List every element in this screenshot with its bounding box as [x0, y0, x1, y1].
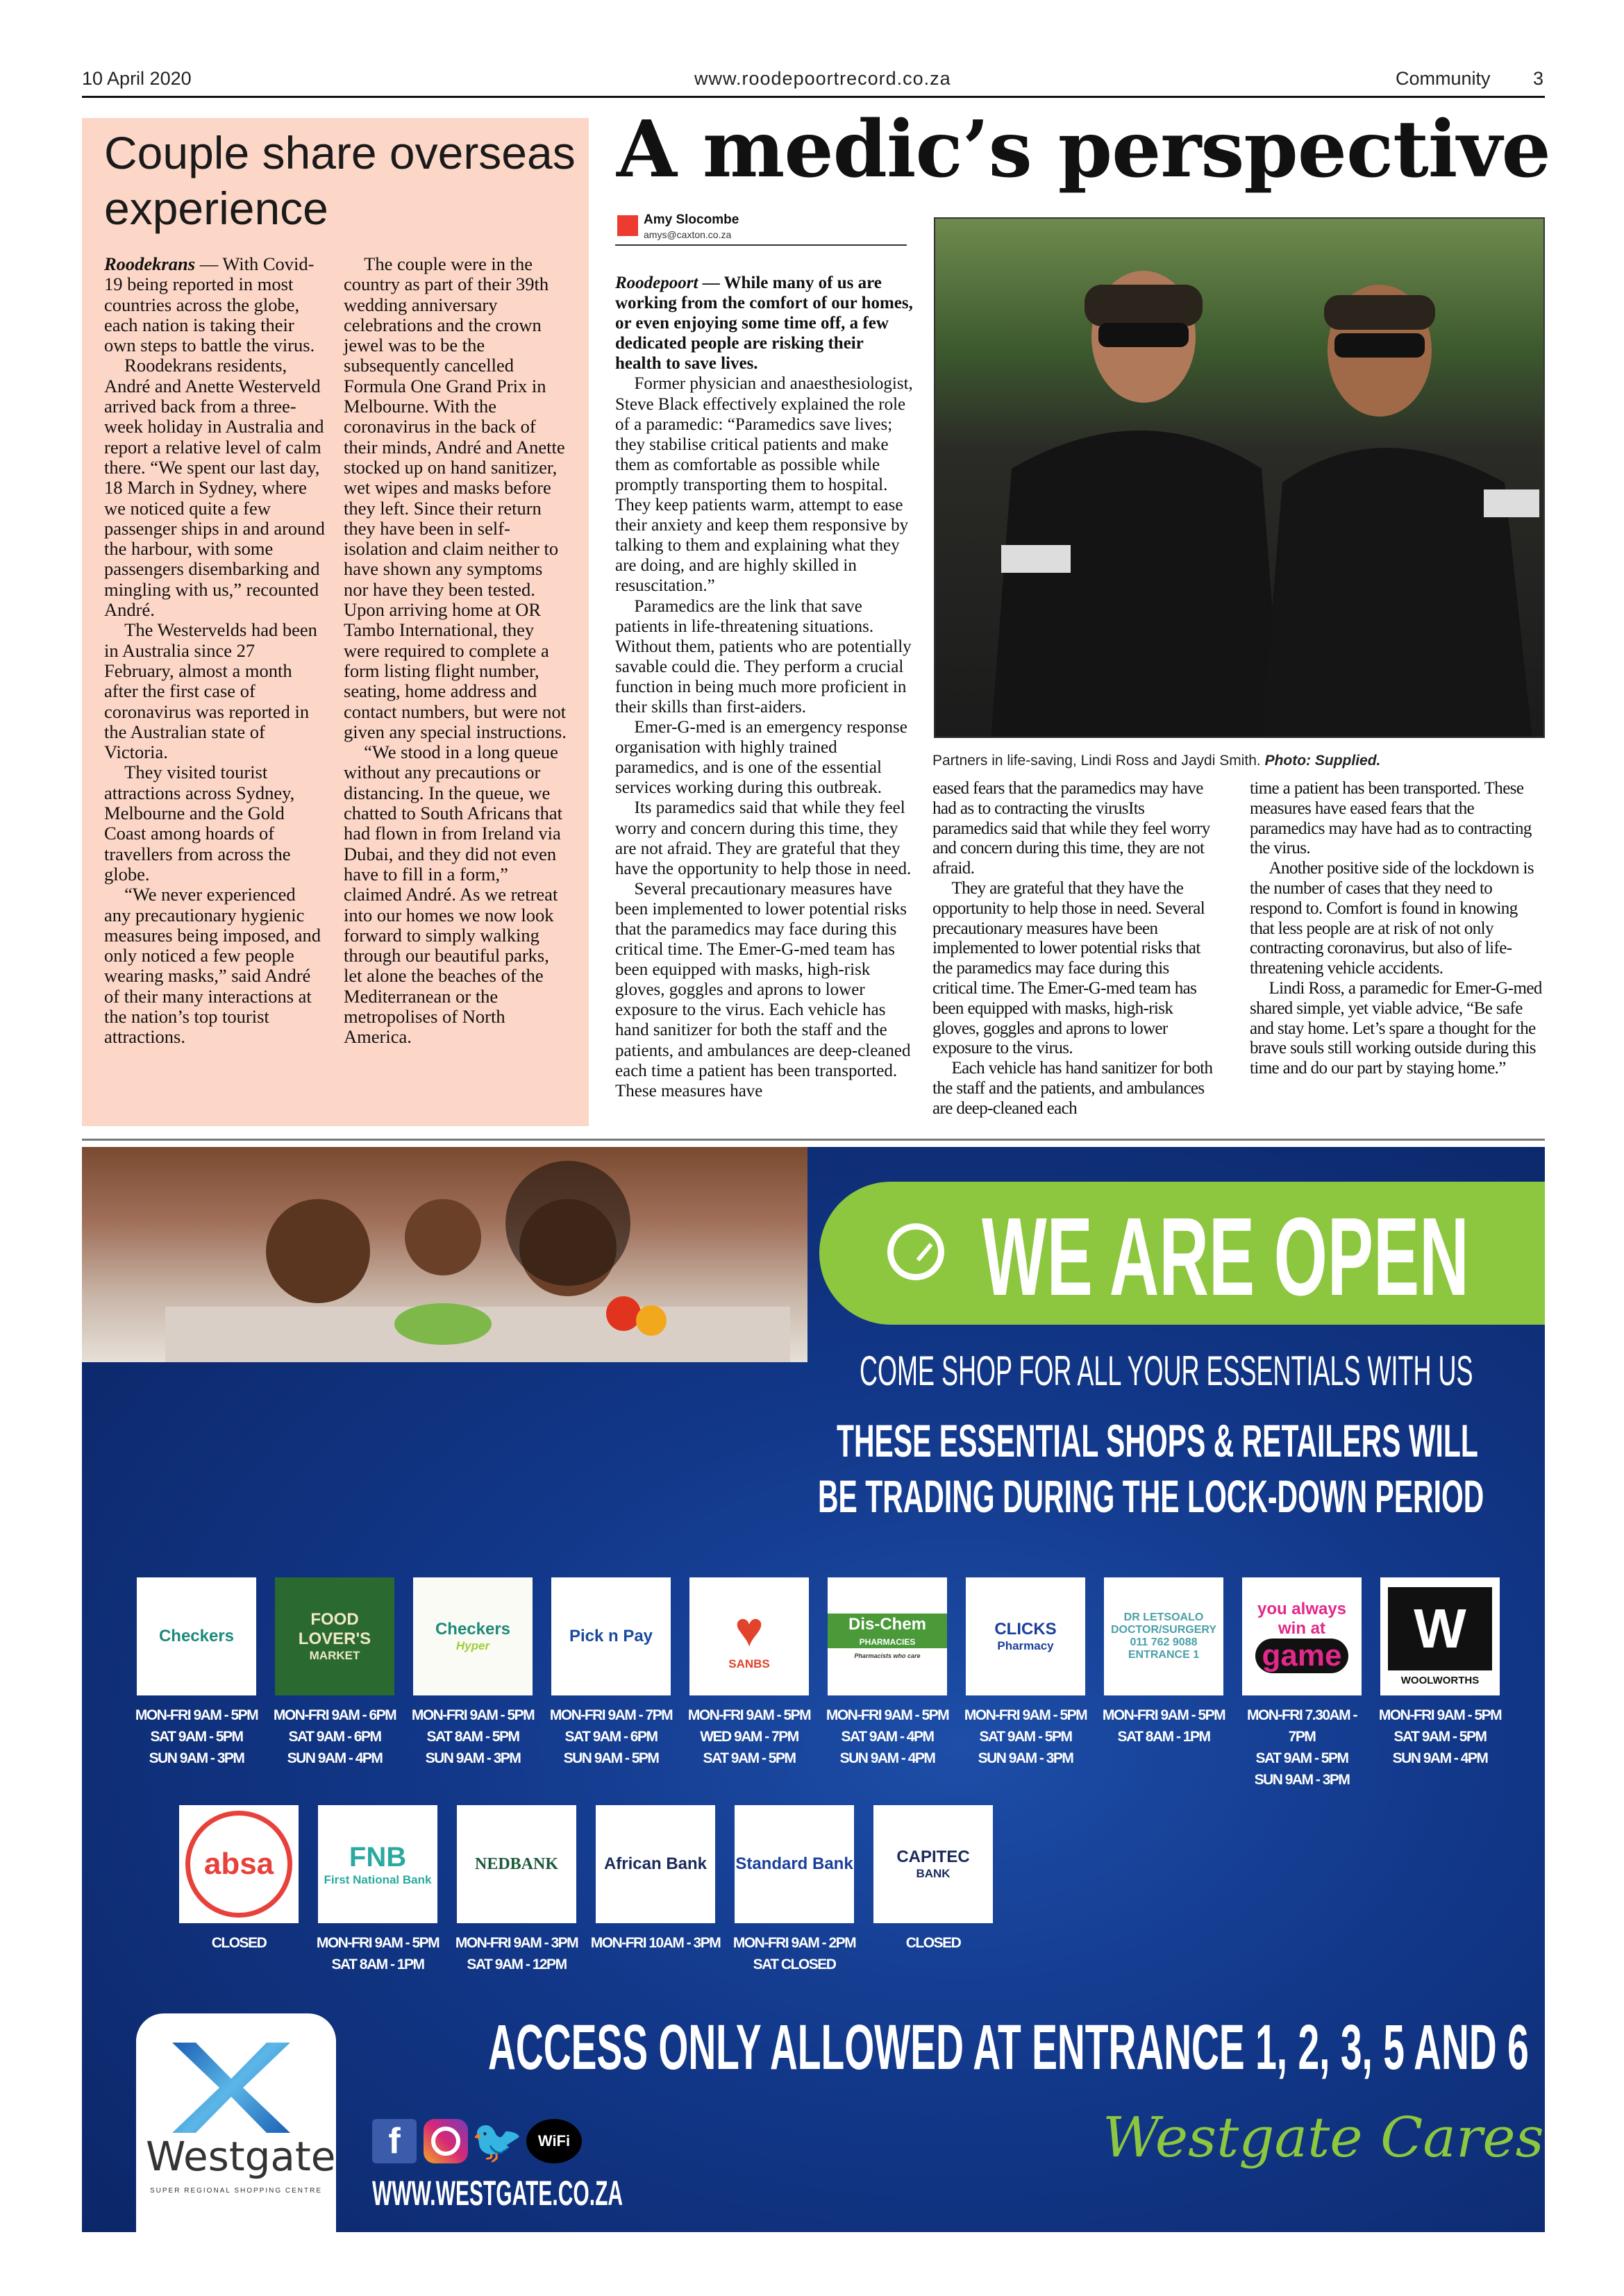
- logo-standard-bank: [735, 1805, 854, 1923]
- family-photo: [82, 1147, 807, 1362]
- logo-woolworths: [1380, 1577, 1500, 1695]
- hours-line: MON-FRI 9AM - 7PM: [549, 1707, 673, 1723]
- paragraph: Its paramedics said that while they feel worry and concern during this time, they are not afraid. They are grateful that they have the opportunity to help those in need.: [615, 798, 912, 878]
- hours-line: SUN 9AM - 3PM: [425, 1750, 521, 1766]
- logo-dr-letsoalo: [1104, 1577, 1223, 1695]
- logo-checkers-hyper: [413, 1577, 533, 1695]
- hours-line: SUN 9AM - 4PM: [839, 1750, 935, 1766]
- westgate-advert: [82, 1147, 1545, 2232]
- hours-line: SAT 9AM - 5PM: [1255, 1750, 1348, 1766]
- ad-headline-2: BE TRADING DURING THE LOCK-DOWN PERIOD: [818, 1470, 1484, 1522]
- logo-text: ♥: [735, 1602, 764, 1657]
- westgate-logo-name: Westgate: [146, 2133, 336, 2180]
- logo-game: [1242, 1577, 1362, 1695]
- paragraph: They are grateful that they have the opportunity to help those in need. Several precautionary measures have been implemented to lower potential risks that the paramedics may face during this critical time. The Emer-G-med team has been equipped with masks, high-risk gloves, goggles and aprons to lower exposure to the virus.: [932, 878, 1205, 1058]
- logo-text: WOOLWORTHS: [1400, 1674, 1480, 1686]
- hours-line: MON-FRI 9AM - 5PM: [1102, 1707, 1225, 1723]
- paramedics-illustration: [935, 219, 1545, 738]
- logo-text: FNB: [349, 1841, 407, 1872]
- paragraph: “We stood in a long queue without any precautions or distancing. In the queue, we chatted to South Africans that had flown in from Ireland via Dubai, and they did not even have to fill in a form,” claimed André. As we retreat into our homes we now look forward to simply walking through our beautiful parks, let alone the beaches of the Mediterranean or the metropolises of North America.: [344, 741, 562, 1048]
- hours-line: SUN 9AM - 4PM: [1392, 1750, 1488, 1766]
- hours-line: SUN 9AM - 3PM: [149, 1750, 244, 1766]
- logo-text: CAPITEC: [896, 1847, 970, 1866]
- logo-text: you always win at: [1257, 1600, 1347, 1638]
- trading-hours: [956, 1704, 1095, 1769]
- logo-text: PHARMACIES: [828, 1636, 947, 1648]
- logo-checkers: [137, 1577, 256, 1695]
- logo-text: game: [1255, 1639, 1349, 1673]
- trading-hours: [586, 1932, 725, 1954]
- logo-text: DOCTOR/SURGERY: [1110, 1624, 1216, 1636]
- paragraph: Another positive side of the lockdown is the number of cases that they need to respond to. Comfort is found in knowing that less people are at risk of not only contracting coronavirus, but also of life-threatening vehicle accidents.: [1250, 859, 1534, 978]
- hours-line: SUN 9AM - 3PM: [1254, 1772, 1350, 1788]
- paragraph: eased fears that the paramedics may have had as to contracting the virusIts paramedics said that while they feel worry and concern during this time, they are not afraid.: [932, 779, 1210, 878]
- westgate-cares-tagline: Westgate Cares: [1103, 2105, 1544, 2170]
- trading-hours: [1094, 1704, 1233, 1748]
- logo-dis-chem: [828, 1577, 947, 1695]
- hours-line: SUN 9AM - 4PM: [287, 1750, 383, 1766]
- paramedics-photo: [934, 217, 1545, 738]
- byline-rule: [615, 244, 907, 246]
- hours-line: SAT CLOSED: [753, 1956, 836, 1972]
- trading-hours: [864, 1932, 1003, 1954]
- family-illustration: [82, 1147, 807, 1362]
- dateline: Roodepoort: [615, 274, 698, 292]
- hours-line: MON-FRI 9AM - 3PM: [455, 1935, 578, 1951]
- hours-line: SAT 9AM - 5PM: [979, 1729, 1072, 1745]
- hours-line: MON-FRI 9AM - 5PM: [687, 1707, 811, 1723]
- logo-text: Standard Bank: [735, 1854, 853, 1873]
- logo-food-lovers: [275, 1577, 394, 1695]
- logo-text: W: [1388, 1587, 1492, 1670]
- trading-hours: [403, 1704, 542, 1769]
- paragraph: “We never experienced any precautionary hygienic measures being imposed, and only noticed a few people wearing masks,” said André of their many interactions at the nation’s top tourist attractions.: [104, 884, 321, 1048]
- paragraph: Each vehicle has hand sanitizer for both the staff and the patients, and ambulances are deep-cleaned each: [932, 1059, 1213, 1118]
- trading-hours: [1371, 1704, 1509, 1769]
- page-number: 3: [1533, 68, 1544, 89]
- logo-pick-n-pay: [551, 1577, 671, 1695]
- trading-hours: [725, 1932, 864, 1975]
- trading-hours: [169, 1932, 308, 1954]
- medic-article-title: A medic’s perspective: [617, 104, 1550, 195]
- hours-line: SAT 8AM - 5PM: [426, 1729, 519, 1745]
- logo-capitec: [873, 1805, 993, 1923]
- hours-line: CLOSED: [211, 1935, 267, 1951]
- logo-text: absa: [185, 1811, 292, 1918]
- trading-hours: [1232, 1704, 1371, 1791]
- logo-clicks: [966, 1577, 1085, 1695]
- hours-line: SAT 9AM - 5PM: [1393, 1729, 1487, 1745]
- hours-line: SAT 9AM - 12PM: [467, 1956, 567, 1972]
- logo-sanbs: [689, 1577, 809, 1695]
- facebook-icon[interactable]: f: [372, 2119, 417, 2163]
- paragraph: Several precautionary measures have been implemented to lower potential risks that the paramedics may face during this critical time. The Emer-G-med team has been equipped with masks, high-risk gloves, goggles and aprons to lower exposure to the virus. Each vehicle has hand sanitizer for both the staff and the patients, and ambulances are deep-cleaned each time a patient has been transported. These measures have: [615, 879, 911, 1100]
- trading-hours: [308, 1932, 447, 1975]
- couple-article-col1: [104, 254, 326, 1048]
- hours-line: SUN 9AM - 3PM: [978, 1750, 1073, 1766]
- hours-line: MON-FRI 9AM - 5PM: [316, 1935, 440, 1951]
- hours-line: SAT 9AM - 6PM: [564, 1729, 658, 1745]
- hours-line: SAT 8AM - 1PM: [1117, 1729, 1210, 1745]
- trading-hours: [680, 1704, 819, 1769]
- byline-author: Amy Slocombe: [644, 212, 739, 227]
- westgate-logo-box: [136, 2013, 336, 2232]
- hours-line: SAT 9AM - 6PM: [288, 1729, 381, 1745]
- section-divider: [82, 1139, 1545, 1141]
- hours-line: MON-FRI 7.30AM - 7PM: [1246, 1707, 1357, 1745]
- trading-hours: [818, 1704, 957, 1769]
- paragraph: The Westervelds had been in Australia since 27 February, almost a month after the first case of coronavirus was reported in the Australian state of Victoria.: [104, 619, 317, 763]
- westgate-website[interactable]: WWW.WESTGATE.CO.ZA: [372, 2174, 623, 2213]
- trading-hours: [447, 1932, 586, 1975]
- logo-text: 011 762 9088: [1130, 1636, 1198, 1648]
- trading-hours: [265, 1704, 404, 1769]
- byline-email[interactable]: amys@caxton.co.za: [644, 229, 732, 240]
- logo-text: African Bank: [603, 1854, 708, 1873]
- ad-subhead: COME SHOP FOR ALL YOUR ESSENTIALS WITH US: [860, 1348, 1473, 1394]
- logo-absa: [179, 1805, 299, 1923]
- hours-line: MON-FRI 9AM - 2PM: [733, 1935, 856, 1951]
- paragraph: Lindi Ross, a paramedic for Emer-G-med shared simple, yet viable advice, “Be safe and stay home. Let’s spare a thought for the brave souls still working outside during this time and do our part by staying home.”: [1250, 978, 1542, 1078]
- hours-line: MON-FRI 9AM - 5PM: [826, 1707, 949, 1723]
- photo-caption: [932, 753, 1380, 769]
- logo-text: Checkers: [435, 1620, 511, 1639]
- paragraph: Emer-G-med is an emergency response organisation with highly trained paramedics, and is one of the essential services working during this outbreak.: [615, 718, 907, 798]
- ad-headline-1: THESE ESSENTIAL SHOPS & RETAILERS WILL: [837, 1415, 1478, 1466]
- logo-text: DR LETSOALO: [1123, 1611, 1204, 1623]
- hours-line: SAT 9AM - 4PM: [841, 1729, 934, 1745]
- hours-line: SAT 8AM - 1PM: [331, 1956, 424, 1972]
- logo-text: Pharmacy: [997, 1639, 1054, 1652]
- logo-text: ENTRANCE 1: [1128, 1649, 1200, 1661]
- paragraph-text: — With Covid-19 being reported in most countries across the globe, each nation is taking their own steps to battle the virus.: [104, 253, 315, 356]
- access-notice: ACCESS ONLY ALLOWED AT ENTRANCE 1, 2, 3, 5 AND 6: [488, 2012, 1529, 2083]
- hours-line: CLOSED: [905, 1935, 961, 1951]
- logo-text: Checkers: [158, 1627, 235, 1645]
- header-rule: [82, 96, 1545, 98]
- logo-text: FOOD LOVER'S: [298, 1610, 371, 1648]
- hours-line: SAT 9AM - 5PM: [703, 1750, 796, 1766]
- medic-article-col3: [1250, 779, 1545, 1079]
- hours-line: SAT 9AM - 5PM: [150, 1729, 243, 1745]
- twitter-icon[interactable]: 🐦: [471, 2118, 524, 2165]
- logo-text: Hyper: [455, 1639, 490, 1652]
- hours-line: WED 9AM - 7PM: [700, 1729, 798, 1745]
- logo-text: NEDBANK: [474, 1854, 558, 1873]
- paragraph: Paramedics are the link that save patients in life-threatening situations. Without them, patients who are potentially savable could die. They perform a crucial function in being much more proficient in their skills than first-aiders.: [615, 596, 912, 717]
- paragraph: Former physician and anaesthesiologist, Steve Black effectively explained the role of a paramedic: “Paramedics save lives; they stabilise critical patients and make them as comfortable as possible while promptly transporting them to hospital. They keep patients warm, attempt to ease their anxiety and keep them responsive by talking to them and explaining what they are doing, and are highly skilled in resuscitation.”: [615, 374, 913, 596]
- dateline: Roodekrans: [104, 253, 196, 274]
- hours-line: MON-FRI 9AM - 5PM: [1378, 1707, 1502, 1723]
- hours-line: SUN 9AM - 5PM: [563, 1750, 659, 1766]
- hours-line: MON-FRI 10AM - 3PM: [590, 1935, 721, 1951]
- instagram-icon[interactable]: [424, 2119, 468, 2163]
- hours-line: MON-FRI 9AM - 6PM: [273, 1707, 396, 1723]
- couple-article-col2: [344, 254, 569, 1048]
- logo-text: MARKET: [309, 1649, 360, 1662]
- hours-line: MON-FRI 9AM - 5PM: [135, 1707, 258, 1723]
- trading-hours: [542, 1704, 680, 1769]
- logo-nedbank: [457, 1805, 576, 1923]
- logo-african-bank: [596, 1805, 715, 1923]
- paragraph: They visited tourist attractions across Sydney, Melbourne and the Gold Coast among hoards of travellers from across the globe.: [104, 762, 295, 885]
- logo-text: Dis-Chem: [828, 1614, 947, 1636]
- byline-marker: [617, 215, 638, 236]
- section-name: Community: [1396, 68, 1491, 89]
- medic-article-col1: [615, 273, 914, 1101]
- hours-line: MON-FRI 9AM - 5PM: [411, 1707, 535, 1723]
- lede: — While many of us are working from the comfort of our homes, or even enjoying some time off, a few dedicated people are risking their health to save lives.: [615, 274, 913, 374]
- issue-date: 10 April 2020: [82, 68, 192, 89]
- paragraph: time a patient has been transported. These measures have eased fears that the paramedics may have had as to contracting the virus.: [1250, 779, 1532, 858]
- website-url[interactable]: www.roodepoortrecord.co.za: [694, 68, 951, 89]
- photo-credit: Photo: Supplied.: [1264, 753, 1381, 769]
- trading-hours: [127, 1704, 266, 1769]
- paragraph: Roodekrans residents, André and Anette Westerveld arrived back from a three-week holiday in Australia and report a relative level of calm there. “We spent our last day, 18 March in Sydney, where we noticed quite a few passenger ships in and around the harbour, with some passengers disembarking and mingling with us,” recounted André.: [104, 355, 325, 621]
- logo-text: SANBS: [728, 1657, 770, 1670]
- wifi-icon: WiFi: [526, 2119, 582, 2163]
- logo-text: BANK: [916, 1867, 951, 1880]
- westgate-logo-subtitle: SUPER REGIONAL SHOPPING CENTRE: [150, 2187, 322, 2195]
- logo-text: CLICKS: [994, 1620, 1057, 1639]
- caption-text: Partners in life-saving, Lindi Ross and Jaydi Smith.: [932, 753, 1261, 769]
- couple-article-title: Couple share overseas experience: [104, 127, 576, 234]
- paragraph: The couple were in the country as part of their 39th wedding anniversary celebrations and the crown jewel was to be the subsequently cancelled Formula One Grand Prix in Melbourne. With the coronavirus in the back of their minds, André and Anette stocked up on hand sanitizer, wet wipes and masks before they left. Since their return they have been in self-isolation and claim neither to have shown any symptoms nor have they been tested. Upon arriving home at OR Tambo International, they were required to complete a form listing flight number, seating, home address and contact numbers, but were not given any special instructions.: [344, 253, 567, 742]
- hours-line: MON-FRI 9AM - 5PM: [964, 1707, 1087, 1723]
- paragraph: [104, 254, 326, 355]
- logo-text: First National Bank: [324, 1872, 432, 1886]
- logo-text: Pick n Pay: [569, 1627, 653, 1645]
- medic-article-col2: [932, 779, 1217, 1119]
- logo-text: Pharmacists who care: [854, 1652, 921, 1659]
- logo-fnb: [318, 1805, 437, 1923]
- we-are-open-text: WE ARE OPEN: [982, 1194, 1469, 1318]
- stopwatch-icon: [887, 1223, 944, 1280]
